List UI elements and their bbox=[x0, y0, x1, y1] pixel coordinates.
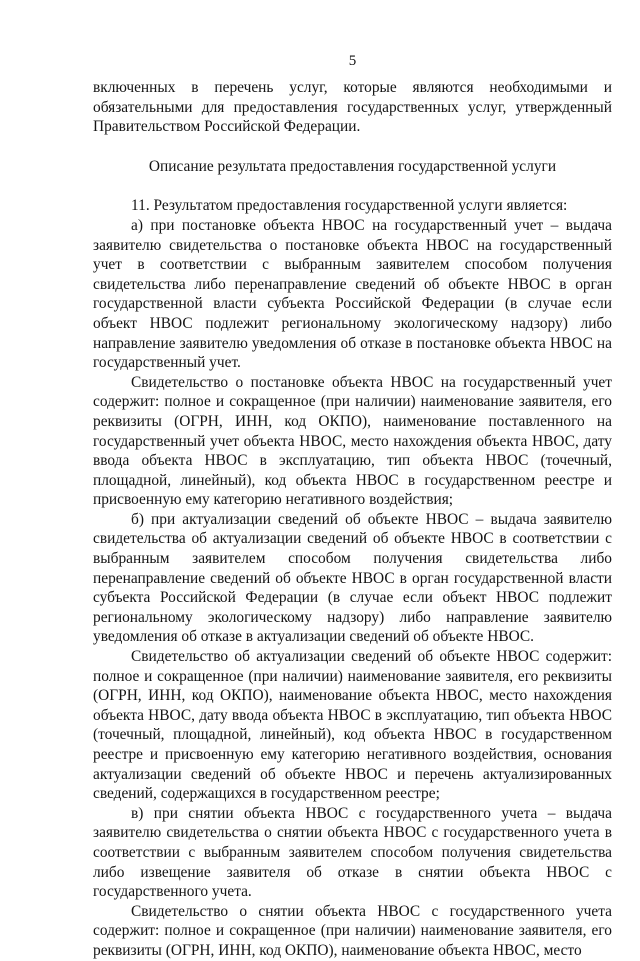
paragraph-update-certificate: Свидетельство об актуализации сведений об объекте НВОС содержит: полное и сокращенное (при наличии) наименование заявителя, его реквизиты (ОГРН, ИНН, код ОКПО), наименование объекта НВОС, место нахождения объекта НВОС, дату ввода объекта НВОС в эксплуатацию, тип объекта НВОС (точечный, площадной, линейный), код объекта НВОС в государственном реестре и присвоенную ему категорию негативного воздействия, основания актуализации сведений об объекте НВОС и перечень актуализированных сведений, содержащихся в государственном реестре; bbox=[93, 648, 612, 803]
continuation-paragraph: включенных в перечень услуг, которые являются необходимыми и обязательными для предоставления государственных услуг, утвержденный Правительством Российской Федерации. bbox=[93, 79, 612, 136]
paragraph-a-registration: а) при постановке объекта НВОС на государственный учет – выдача заявителю свидетельства о постановке объекта НВОС на государственный учет в соответствии с выбранным заявителем способом получения свидетельства либо перенаправление сведений об объекте НВОС в орган государственной власти субъекта Российской Федерации (в случае если объект НВОС подлежит региональному экологическому надзору) либо направление заявителю уведомления об отказе в постановке объекта НВОС на государственный учет. bbox=[93, 216, 612, 372]
paragraph-registration-certificate: Свидетельство о постановке объекта НВОС на государственный учет содержит: полное и сокращенное (при наличии) наименование заявителя, его реквизиты (ОГРН, ИНН, код ОКПО), наименование поставленного на государственный учет объекта НВОС, место нахождения объекта НВОС, дату ввода объекта НВОС в эксплуатацию, тип объекта НВОС (точечный, площадной, линейный), код объекта НВОС в государственном реестре и присвоенную ему категорию негативного воздействия; bbox=[93, 373, 612, 509]
page-number: 5 bbox=[348, 53, 357, 69]
paragraph-c-removal: в) при снятии объекта НВОС с государственного учета – выдача заявителю свидетельства о снятии объекта НВОС с государственного учета в соответствии с выбранным заявителем способом получения свидетельства либо извещение заявителя об отказе в снятии объекта НВОС с государственного учета. bbox=[93, 804, 612, 901]
paragraph-removal-certificate: Свидетельство о снятии объекта НВОС с государственного учета содержит: полное и сокращенное (при наличии) наименование заявителя, его реквизиты (ОГРН, ИНН, код ОКПО), наименование объекта НВОС, место bbox=[93, 902, 612, 959]
section-heading: Описание результата предоставления государственной услуги bbox=[148, 157, 557, 175]
paragraph-b-update: б) при актуализации сведений об объекте НВОС – выдача заявителю свидетельства об актуализации сведений об объекте НВОС в соответствии с выбранным заявителем способом получения свидетельства либо перенаправление сведений об объекте НВОС в орган государственной власти субъекта Российской Федерации (в случае если объект НВОС подлежит региональному экологическому надзору) либо направление заявителю уведомления об отказе в актуализации сведений об объекте НВОС. bbox=[93, 510, 612, 646]
paragraph-11-intro: 11. Результатом предоставления государственной услуги является: bbox=[131, 197, 568, 215]
